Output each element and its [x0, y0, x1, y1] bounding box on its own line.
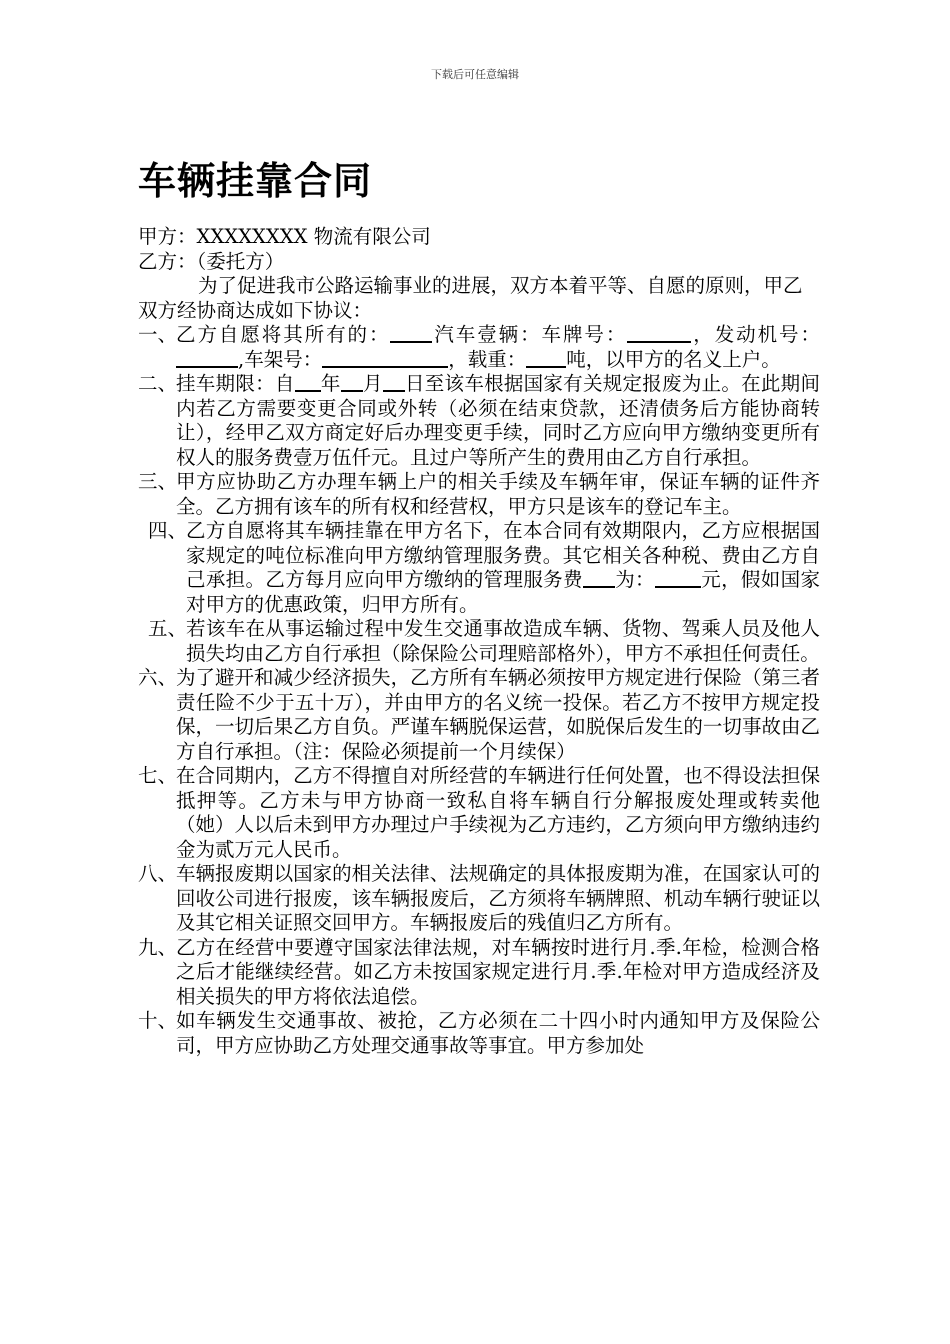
party-b: 乙方：（委托方）	[138, 249, 285, 273]
clause-text: 乙方在经营中要遵守国家法律法规，对车辆按时进行月.季.年检，检测合格之后才能继续经营。如乙方未按国家规定进行月.季.年检对甲方造成经济及相关损失的甲方将依法追偿。	[176, 935, 820, 1008]
clause-8	[138, 862, 820, 936]
engine-number-blank[interactable]	[176, 348, 238, 368]
year-blank[interactable]	[295, 372, 321, 392]
clause-text: 若该车在从事运输过程中发生交通事故造成车辆、货物、驾乘人员及他人损失均由乙方自行承担（除保险公司理赔部格外），甲方不承担任何责任。	[186, 617, 820, 665]
clause-number: 三、	[138, 470, 178, 493]
clause-text: 在合同期内，乙方不得擅自对所经营的车辆进行任何处置，也不得设法担保抵押等。乙方未与甲方协商一致私自将车辆自行分解报废处理或转卖他（她）人以后未到甲方办理过户手续视为乙方违约，乙方须向甲方缴纳违约金为贰万元人民币。	[176, 764, 820, 861]
clause-number: 四、	[148, 519, 188, 542]
load-weight-blank[interactable]	[526, 348, 566, 368]
clause-text: 乙方自愿将其车辆挂靠在甲方名下，在本合同有效期限内，乙方应根据国家规定的吨位标准向甲方缴纳管理服务费。其它相关各种税、费由乙方自己承担。乙方每月应向甲方缴纳的管理服务费 为： 元，假如国家对甲方的优惠政策，归甲方所有。	[186, 519, 820, 616]
clause-number: 七、	[138, 764, 178, 787]
clause-10	[138, 1009, 820, 1058]
clause-text: 为了避开和减少经济损失，乙方所有车辆必须按甲方规定进行保险（第三者责任险不少于五十万），并由甲方的名义统一投保。若乙方不按甲方规定投保，一切后果乙方自负。严谨车辆脱保运营，如脱保后发生的一切事故由乙方自行承担。（注：保险必须提前一个月续保）	[176, 666, 820, 763]
clause-text: 如车辆发生交通事故、被抢，乙方必须在二十四小时内通知甲方及保险公司，甲方应协助乙方处理交通事故等事宜。甲方参加处	[176, 1009, 820, 1057]
plate-number-blank[interactable]	[627, 323, 691, 343]
clause-number: 九、	[138, 935, 178, 959]
clause-number: 一、	[138, 323, 178, 346]
blank-field[interactable]	[390, 323, 432, 343]
clause-5	[138, 617, 820, 666]
header-note: 下载后可任意编辑	[431, 68, 519, 81]
clause-2	[138, 372, 820, 470]
fee-amount-blank[interactable]	[655, 568, 701, 588]
day-blank[interactable]	[383, 372, 405, 392]
clause-1	[138, 323, 820, 372]
party-a: 甲方：XXXXXXXX 物流有限公司	[138, 225, 431, 248]
clause-number: 六、	[138, 666, 178, 689]
clause-text: 挂车期限：自 年 月 日至该车根据国家有关规定报废为止。在此期间内若乙方需要变更合同或外转（必须在结束贷款，还清债务后方能协商转让），经甲乙双方商定好后办理变更手续，同时乙方应向甲方缴纳变更所有权人的服务费壹万伍仟元。且过户等所产生的费用由乙方自行承担。	[176, 372, 820, 469]
clause-text: 车辆报废期以国家的相关法律、法规确定的具体报废期为准，在国家认可的回收公司进行报废，该车辆报废后，乙方须将车辆牌照、机动车辆行驶证以及其它相关证照交回甲方。车辆报废后的残值归乙方所有。	[176, 862, 820, 934]
clause-number: 五、	[148, 617, 188, 640]
clause-9	[138, 936, 820, 1010]
clause-number: 二、	[138, 372, 178, 395]
month-blank[interactable]	[341, 372, 363, 392]
fee-blank[interactable]	[583, 568, 615, 588]
preamble: 为了促进我市公路运输事业的进展，双方本着平等、自愿的原则，甲乙双方经协商达成如下协议：	[138, 274, 803, 322]
clause-text: 乙方自愿将其所有的： 汽车壹辆：车牌号： ，发动机号：,车架号： ，载重： 吨，以甲方的名义上户。	[176, 323, 820, 371]
document-title: 车辆挂靠合同	[138, 159, 373, 203]
contract-body	[138, 225, 820, 1058]
clause-text: 甲方应协助乙方办理车辆上户的相关手续及车辆年审，保证车辆的证件齐全。乙方拥有该车的所有权和经营权，甲方只是该车的登记车主。	[176, 470, 820, 518]
clause-number: 八、	[138, 862, 178, 885]
clause-number: 十、	[138, 1009, 178, 1032]
frame-number-blank[interactable]	[322, 348, 448, 368]
clause-4	[138, 519, 820, 617]
clause-7	[138, 764, 820, 862]
clause-3	[138, 470, 820, 519]
clause-6	[138, 666, 820, 764]
